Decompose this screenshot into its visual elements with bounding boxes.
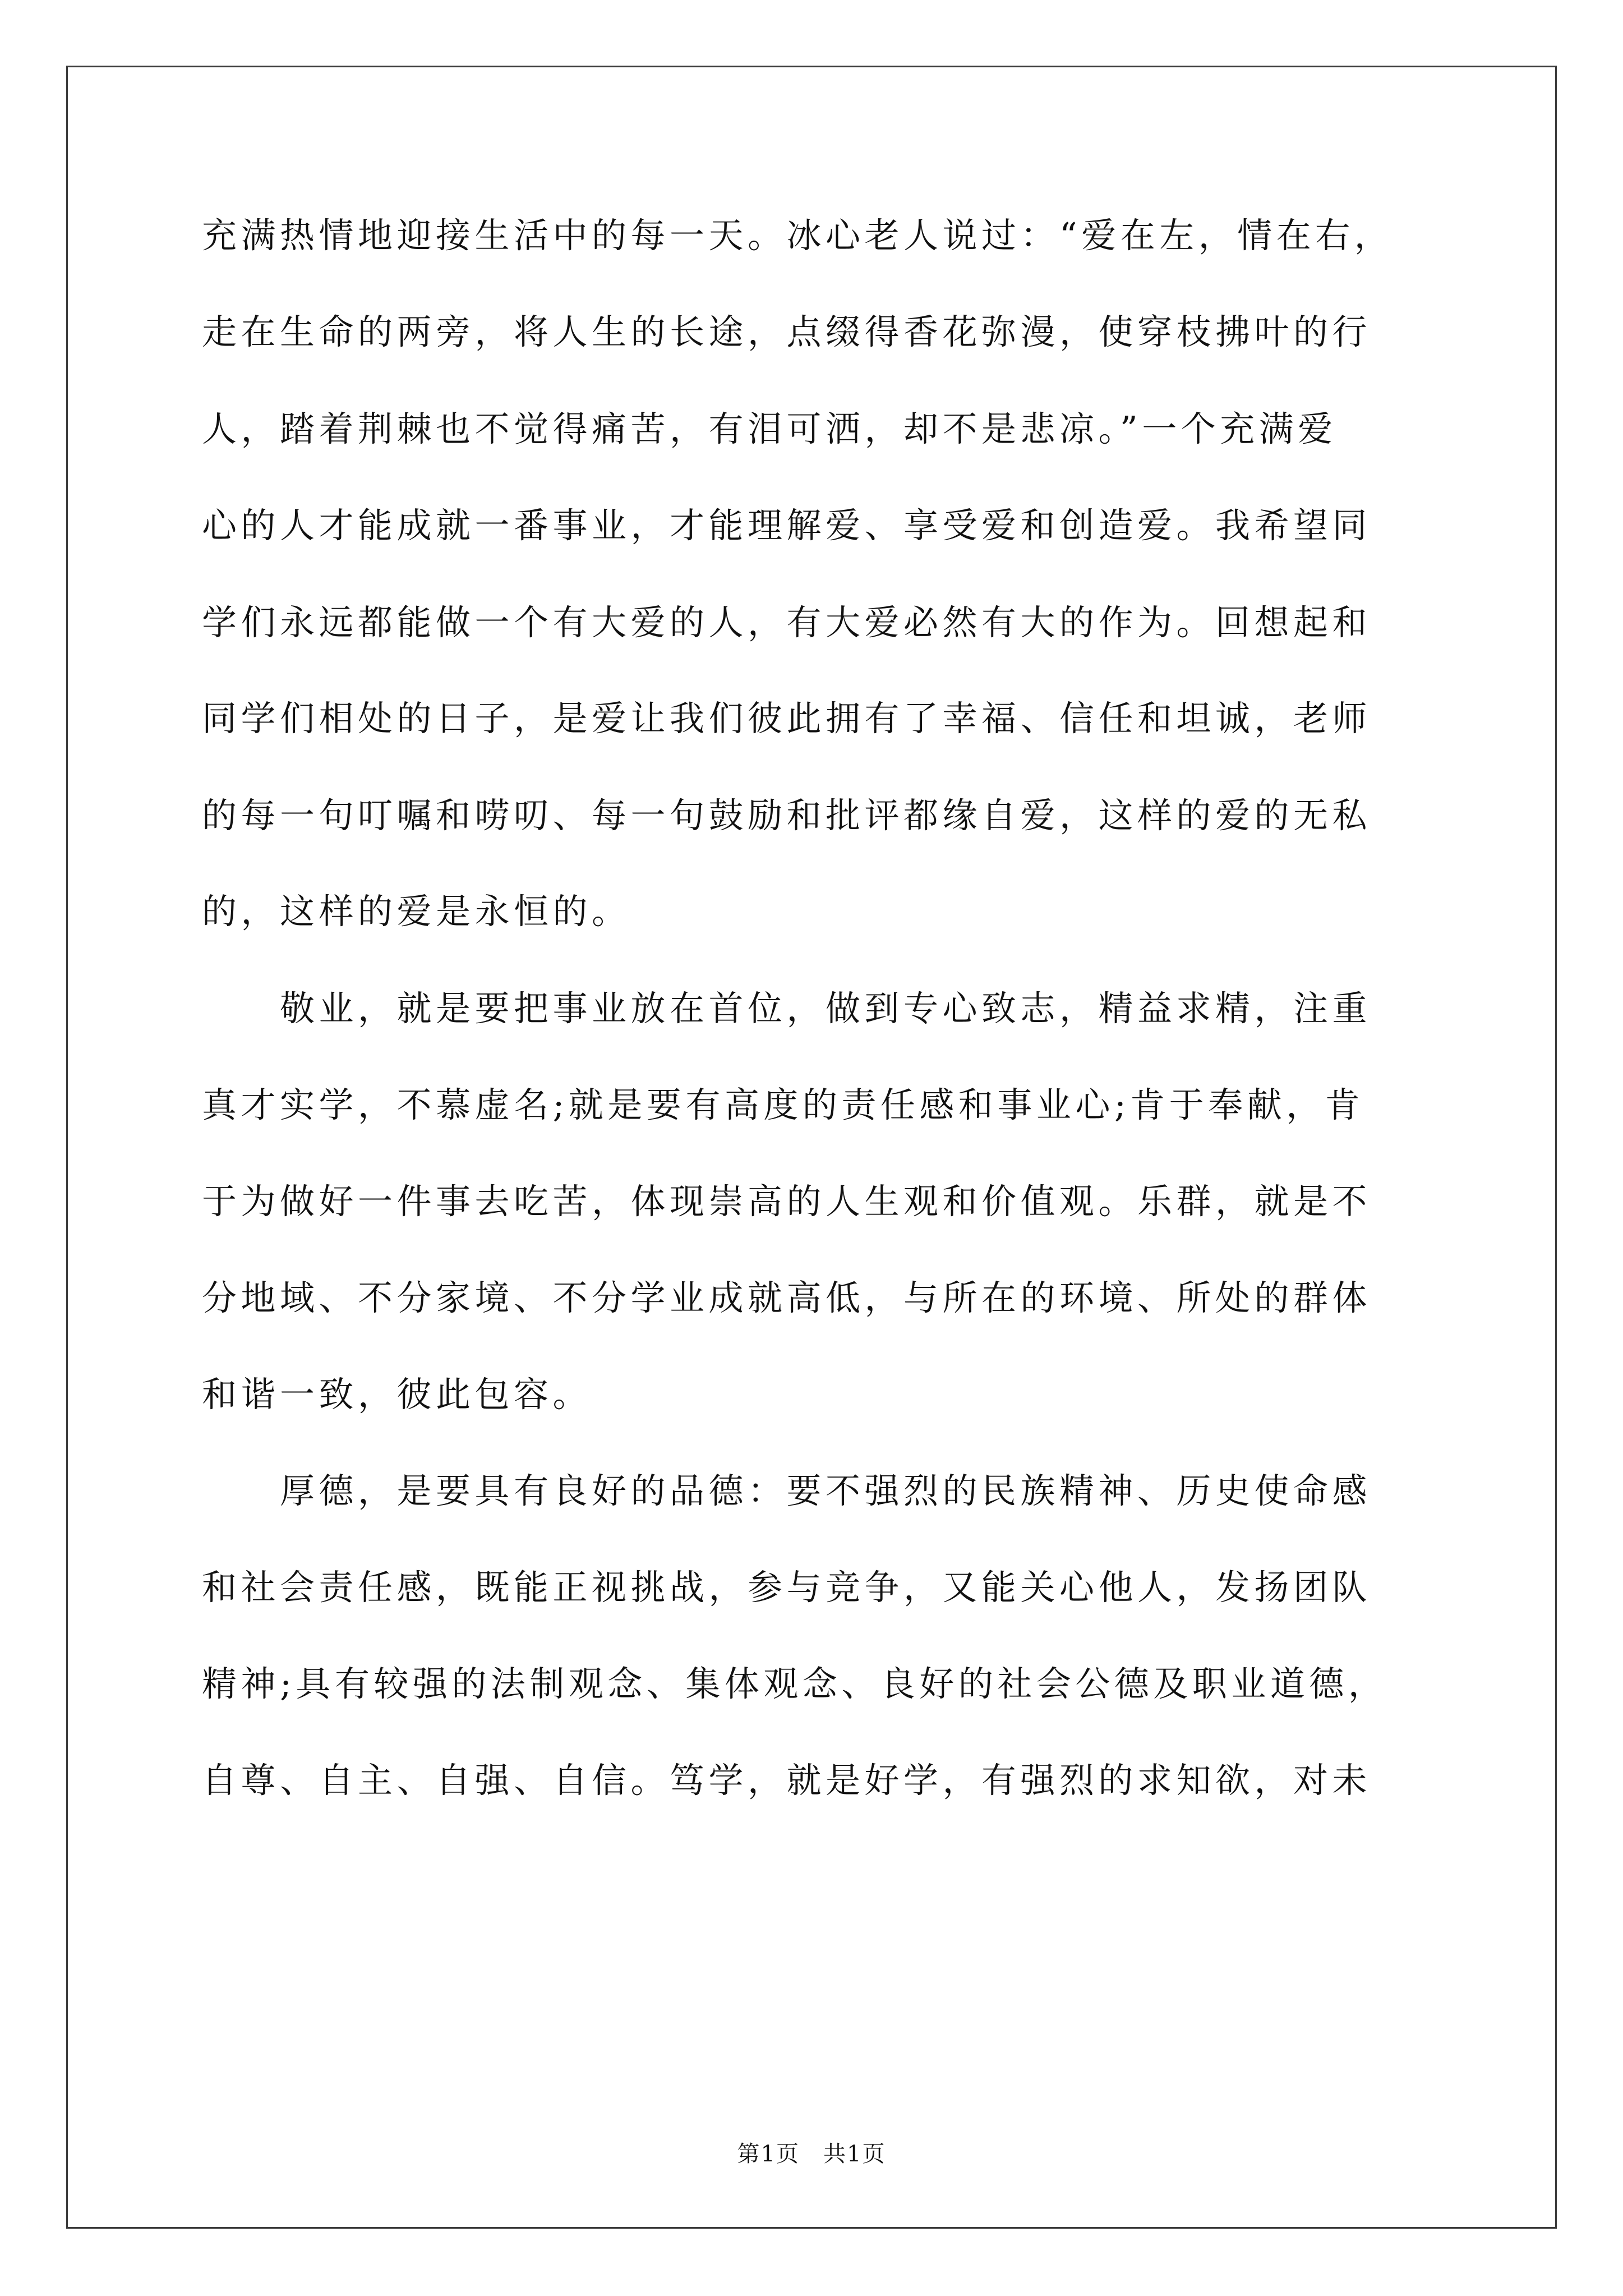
text-line-5: 学们永远都能做一个有大爱的人，有大爱必然有大的作为。回想起和 [202, 602, 1372, 643]
text-line-8: 的，这样的爱是永恒的。 [202, 891, 631, 932]
text-line-6: 同学们相处的日子，是爱让我们彼此拥有了幸福、信任和坦诚，老师 [202, 698, 1372, 739]
text-line-16: 精神;具有较强的法制观念、集体观念、良好的社会公德及职业道德， [202, 1663, 1387, 1704]
text-line-3: 人，踏着荆棘也不觉得痛苦，有泪可洒，却不是悲凉。”一个充满爱 [202, 408, 1337, 449]
page-footer: 第1页 共1页 [737, 2141, 886, 2167]
text-line-9: 敬业，就是要把事业放在首位，做到专心致志，精益求精，注重 [202, 988, 1372, 1029]
text-line-14: 厚德，是要具有良好的品德：要不强烈的民族精神、历史使命感 [202, 1470, 1372, 1511]
text-line-17: 自尊、自主、自强、自信。笃学，就是好学，有强烈的求知欲，对未 [202, 1760, 1372, 1801]
text-line-7: 的每一句叮嘱和唠叨、每一句鼓励和批评都缘自爱，这样的爱的无私 [202, 795, 1372, 836]
text-line-15: 和社会责任感，既能正视挑战，参与竞争，又能关心他人，发扬团队 [202, 1567, 1372, 1608]
text-line-4: 心的人才能成就一番事业，才能理解爱、享受爱和创造爱。我希望同 [202, 505, 1372, 546]
text-line-12: 分地域、不分家境、不分学业成就高低，与所在的环境、所处的群体 [202, 1277, 1372, 1318]
text-line-13: 和谐一致，彼此包容。 [202, 1374, 592, 1415]
text-line-2: 走在生命的两旁，将人生的长途，点缀得香花弥漫，使穿枝拂叶的行 [202, 311, 1372, 352]
text-line-10: 真才实学，不慕虚名;就是要有高度的责任感和事业心;肯于奉献，肯 [202, 1084, 1364, 1125]
text-line-1: 充满热情地迎接生活中的每一天。冰心老人说过：“爱在左，情在右， [202, 215, 1394, 256]
text-line-11: 于为做好一件事去吃苦，体现崇高的人生观和价值观。乐群，就是不 [202, 1181, 1372, 1222]
page-border [66, 66, 1557, 2229]
